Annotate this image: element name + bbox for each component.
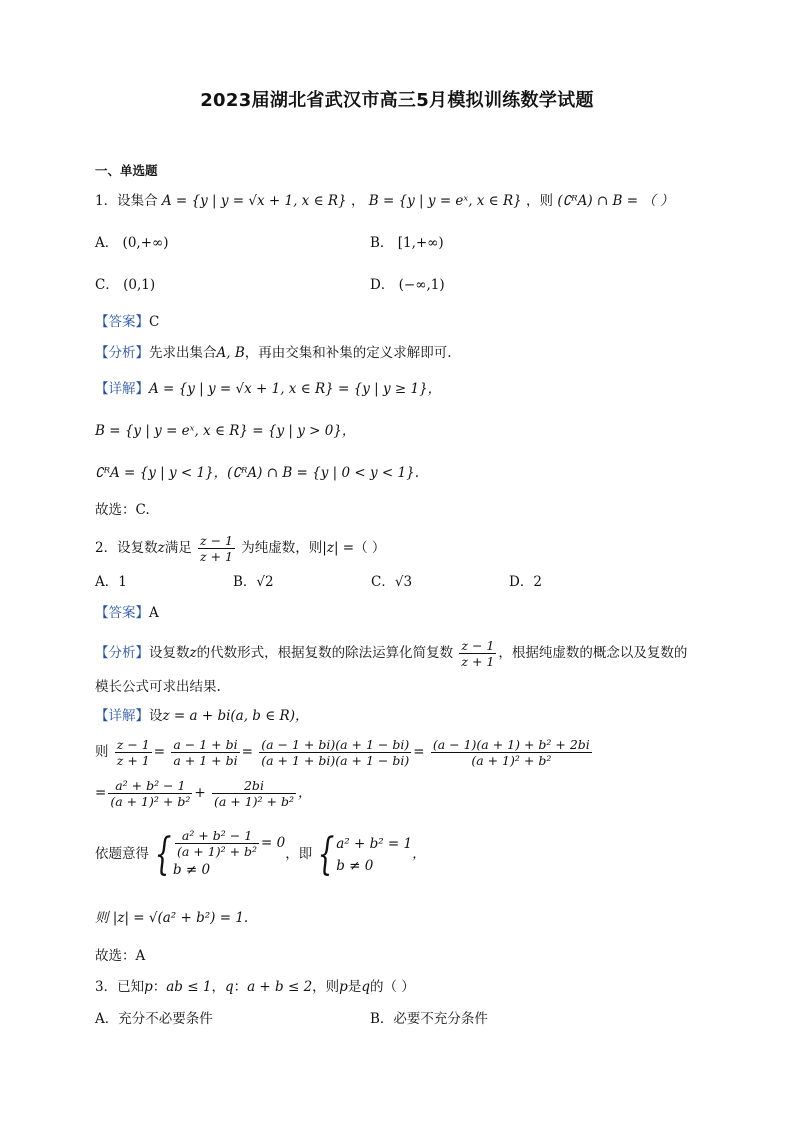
numerator: a − 1 + bi <box>173 737 238 752</box>
numerator: 2bi <box>212 778 296 794</box>
denominator: z + 1 <box>116 753 150 768</box>
q1-expression: (∁ᴿA) ∩ B = （ ） <box>557 193 674 209</box>
q1-analysis <box>95 343 452 363</box>
q1-option-c <box>95 275 155 295</box>
q1-set-b: B = {y | y = eˣ, x ∈ R} <box>368 193 522 209</box>
q1-answer <box>95 312 159 332</box>
numerator: z − 1 <box>200 533 233 548</box>
q3-colon: ： <box>152 979 167 995</box>
q1-option-b <box>370 233 444 253</box>
frac-1 <box>171 737 239 768</box>
cond-system-2 <box>336 833 412 877</box>
q3-p-condition: ab ≤ 1 <box>166 979 212 995</box>
denominator: (a + 1)² + b² <box>110 794 191 809</box>
option-label: A． <box>95 235 119 251</box>
q1-option-d <box>370 275 445 295</box>
q2-paren: （ ） <box>354 540 386 556</box>
option-value: (−∞,1) <box>398 277 445 293</box>
q2-text: 满足 <box>164 540 192 556</box>
option-value: (0,+∞) <box>122 235 169 251</box>
detail-tag: 【详解】 <box>95 381 149 397</box>
option-value: √2 <box>256 574 274 590</box>
denominator: (a + 1)² + b² <box>471 753 552 768</box>
q1-detail-3: ∁ᴿA = {y | y < 1}，(∁ᴿA) ∩ B = {y | 0 < y < 1}. <box>95 465 419 481</box>
cond-b: b ≠ 0 <box>173 862 211 878</box>
option-value: √3 <box>394 574 413 590</box>
q3-q-condition: a + b ≤ 2 <box>247 979 313 995</box>
detail-tag: 【详解】 <box>95 708 149 724</box>
q2-text: 为纯虚数，则 <box>241 540 323 556</box>
q3-var-p: p <box>144 979 153 995</box>
q2-result: 则 |z| = √(a² + b²) = 1. <box>95 910 249 926</box>
q3-text: 是 <box>347 979 362 995</box>
numerator: z − 1 <box>461 638 495 653</box>
q1-set-a: A = {y | y = √x + 1, x ∈ R} <box>161 193 347 209</box>
q2-detail-def <box>95 706 308 726</box>
q3-text: ，则 <box>312 979 340 995</box>
cond-circle: a² + b² = 1 <box>336 835 413 852</box>
var-z: z <box>189 645 197 661</box>
answer-tag: 【答案】 <box>95 314 149 330</box>
option-label: A． <box>95 574 119 590</box>
option-value: 2 <box>533 574 542 590</box>
analysis-tag: 【分析】 <box>95 345 149 361</box>
analysis-text: 的代数形式，根据复数的除法运算化简复数 <box>196 645 454 661</box>
analysis-fraction <box>459 638 496 669</box>
option-value: 1 <box>118 574 127 590</box>
option-label: B． <box>233 574 257 590</box>
q2-option-b <box>233 572 274 592</box>
section-heading: 一、单选题 <box>95 163 158 178</box>
denominator: (a + 1)² + b² <box>213 794 294 809</box>
frac-4 <box>108 778 192 809</box>
q1-stem <box>95 191 674 211</box>
detail-formula: A = {y | y = √x + 1, x ∈ R} = {y | y ≥ 1}， <box>149 381 442 397</box>
denominator: a + 1 + bi <box>173 753 238 768</box>
option-label: A． <box>95 1011 119 1027</box>
q3-colon: ： <box>233 979 248 995</box>
option-value: (0,1) <box>123 277 156 293</box>
cond-fraction <box>175 828 259 859</box>
answer-value: C <box>149 314 160 330</box>
detail-text: 设 <box>149 708 163 724</box>
q2-fraction <box>198 533 235 564</box>
q2-stem <box>95 533 385 564</box>
q2-option-c <box>371 572 412 592</box>
option-value: 充分不必要条件 <box>118 1011 213 1027</box>
option-label: B． <box>370 1011 394 1027</box>
cond-b: b ≠ 0 <box>336 857 374 874</box>
q2-option-a <box>95 572 127 592</box>
then-word: 则 <box>95 744 109 760</box>
numerator: a² + b² − 1 <box>175 828 259 844</box>
q3-stem <box>95 977 415 997</box>
answer-value: A <box>149 605 159 621</box>
q2-option-d <box>509 572 542 592</box>
analysis-text: 先求出集合 <box>149 345 217 361</box>
q3-var-q: q <box>224 979 234 995</box>
q3-sep: ， <box>211 979 225 995</box>
q1-stem-prefix: 1．设集合 <box>95 193 158 209</box>
detail-formula: z = a + bi(a, b ∈ R)， <box>162 708 309 724</box>
frac-z <box>115 737 152 768</box>
denominator: z + 1 <box>200 549 233 564</box>
q1-option-a <box>95 233 169 253</box>
q2-var-z: z <box>157 540 165 556</box>
q2-text: 2．设复数 <box>95 540 158 556</box>
left-brace-icon: { <box>317 828 335 880</box>
q1-conclusion: 故选：C. <box>95 502 150 518</box>
q2-answer <box>95 603 159 623</box>
denominator: z + 1 <box>461 654 495 669</box>
q3-option-a <box>95 1009 213 1029</box>
q3-text: 3．已知 <box>95 979 145 995</box>
left-brace-icon: { <box>154 828 172 880</box>
q3-var-q: q <box>361 979 370 995</box>
q2-analysis-line-2: 模长公式可求出结果. <box>95 679 221 695</box>
answer-tag: 【答案】 <box>95 605 149 621</box>
q3-var-p: p <box>339 979 348 995</box>
page-title: 2023届湖北省武汉市高三5月模拟训练数学试题 <box>200 90 594 111</box>
q3-text: 的（ ） <box>369 979 415 995</box>
option-value: [1,+∞) <box>397 235 444 251</box>
analysis-text: 设复数 <box>149 645 190 661</box>
analysis-vars: A, B <box>216 345 245 361</box>
q2-analysis-line-1 <box>95 638 687 669</box>
option-label: B． <box>370 235 394 251</box>
denominator: (a + 1 + bi)(a + 1 − bi) <box>261 753 410 768</box>
option-value: 必要不充分条件 <box>393 1011 488 1027</box>
numerator: (a − 1 + bi)(a + 1 − bi) <box>261 737 410 752</box>
analysis-tag: 【分析】 <box>95 645 149 661</box>
q3-option-b <box>370 1009 488 1029</box>
denominator: (a + 1)² + b² <box>177 844 258 859</box>
option-label: D． <box>509 574 534 590</box>
analysis-text: ，再由交集和补集的定义求解即可. <box>244 345 452 361</box>
option-label: C． <box>95 277 119 293</box>
cond-eq: = 0 <box>261 835 286 851</box>
option-label: D． <box>370 277 395 293</box>
q2-derivation-1: 则 $\frac{z - 1}{z + 1}$ = $\frac{a - 1 + bi}{a + 1 + bi}$ = $\frac{(a - 1 + bi)(a + 1 - bi)}{(a + 1 + bi)(a + 1 - bi)}$ = $\frac{\text{(a − 1)(a + 1) + b² + 2bi}}{\text{(a + 1)² + b²}}$ <box>95 737 590 768</box>
frac-2 <box>259 737 411 768</box>
q1-sep: ， <box>350 193 365 209</box>
numerator: a² + b² − 1 <box>108 778 192 794</box>
frac-5 <box>212 778 296 809</box>
frac-3 <box>431 737 592 768</box>
cond-system-1 <box>173 828 285 881</box>
q2-condition: 依题意得 { $\frac{\text{a² + b² − 1}}{\text{(a + 1)² + b²}}$ = 0 b ≠ 0 ，即 { a² + b² = 1 b ≠ 0 ， <box>95 828 426 880</box>
q1-detail-2: B = {y | y = eˣ, x ∈ R} = {y | y > 0}， <box>95 423 356 439</box>
q1-stem-suffix: ，则 <box>526 193 554 209</box>
option-label: C． <box>371 574 395 590</box>
numerator: (a − 1)(a + 1) + b² + 2bi <box>432 737 590 752</box>
cond-text: 依题意得 <box>95 846 149 862</box>
q2-abs: |z| = <box>322 540 355 556</box>
q1-detail-1 <box>95 379 441 399</box>
q2-derivation-2: = $\frac{\text{a² + b² − 1}}{\text{(a + 1)² + b²}}$ + $\frac{2bi}{\text{(a + 1)² + b²}}$ ， <box>95 778 312 809</box>
numerator: z − 1 <box>116 737 150 752</box>
cond-text: ，即 <box>285 846 313 862</box>
q2-conclusion: 故选：A <box>95 948 146 964</box>
analysis-text: ，根据纯虚数的概念以及复数的 <box>498 645 688 661</box>
